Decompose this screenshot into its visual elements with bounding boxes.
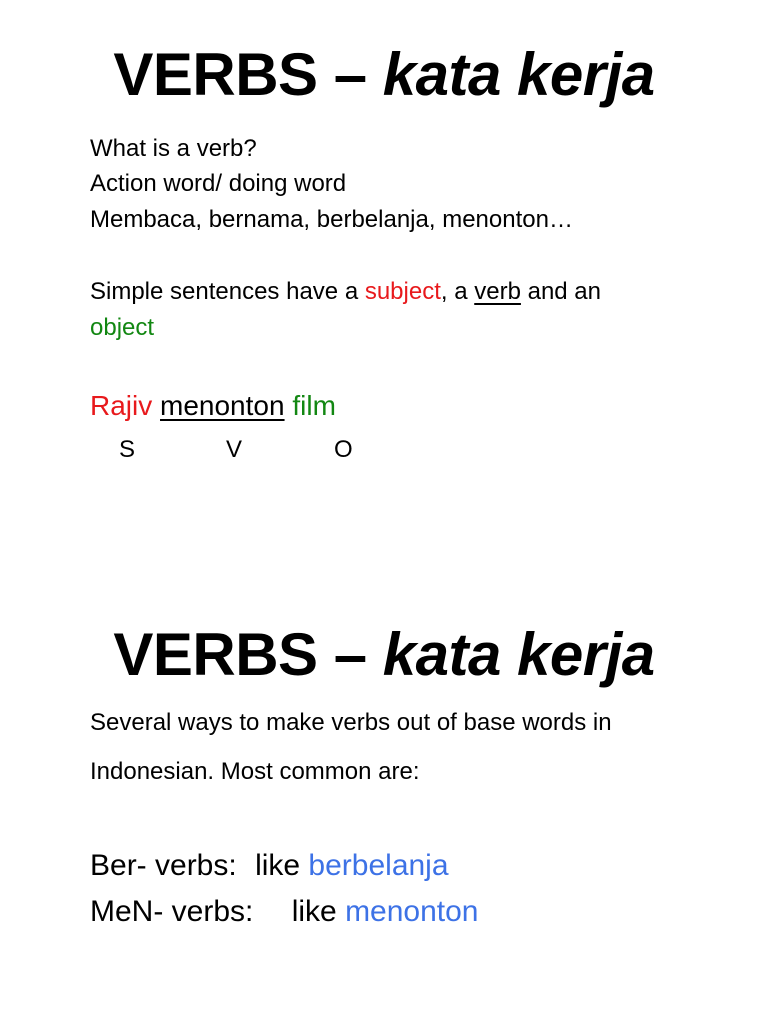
title-italic: kata kerja (382, 41, 655, 108)
slide-2 (0, 512, 768, 1024)
subject-word: subject (364, 278, 441, 305)
label-v: V (226, 436, 243, 463)
men-like: like (291, 895, 337, 928)
definition-text: Action word/ doing word (90, 170, 347, 197)
example-object: film (292, 390, 336, 421)
ber-example: berbelanja (308, 849, 449, 882)
sentence-mid2: and an (520, 278, 601, 305)
slide-2-title (0, 621, 768, 688)
men-verbs-line (90, 895, 479, 929)
examples-text: Membaca, bernama, berbelanja, menonton… (90, 206, 573, 233)
slide-1-title (0, 41, 768, 108)
example-subject: Rajiv (90, 390, 153, 421)
ber-like: like (255, 849, 301, 882)
question-text: What is a verb? (90, 135, 257, 162)
label-s: S (119, 436, 136, 463)
example-sentence (90, 390, 336, 422)
sentence-mid1: , a (440, 278, 475, 305)
verb-word: verb (474, 278, 521, 305)
example-verb: menonton (160, 390, 285, 421)
title-main: VERBS – (113, 621, 367, 688)
intro-line-2: Indonesian. Most common are: (90, 758, 420, 785)
ber-label: Ber- verbs: (90, 849, 237, 882)
men-label: MeN- verbs: (90, 895, 254, 928)
intro-line-1: Several ways to make verbs out of base words in (90, 709, 612, 736)
sentence-line-1 (90, 278, 601, 306)
object-word: object (90, 314, 155, 341)
ber-verbs-line (90, 849, 449, 883)
label-o: O (334, 436, 353, 463)
men-example: menonton (345, 895, 479, 928)
title-italic: kata kerja (382, 621, 655, 688)
sentence-prefix: Simple sentences have a (90, 278, 365, 305)
title-main: VERBS – (113, 41, 367, 108)
